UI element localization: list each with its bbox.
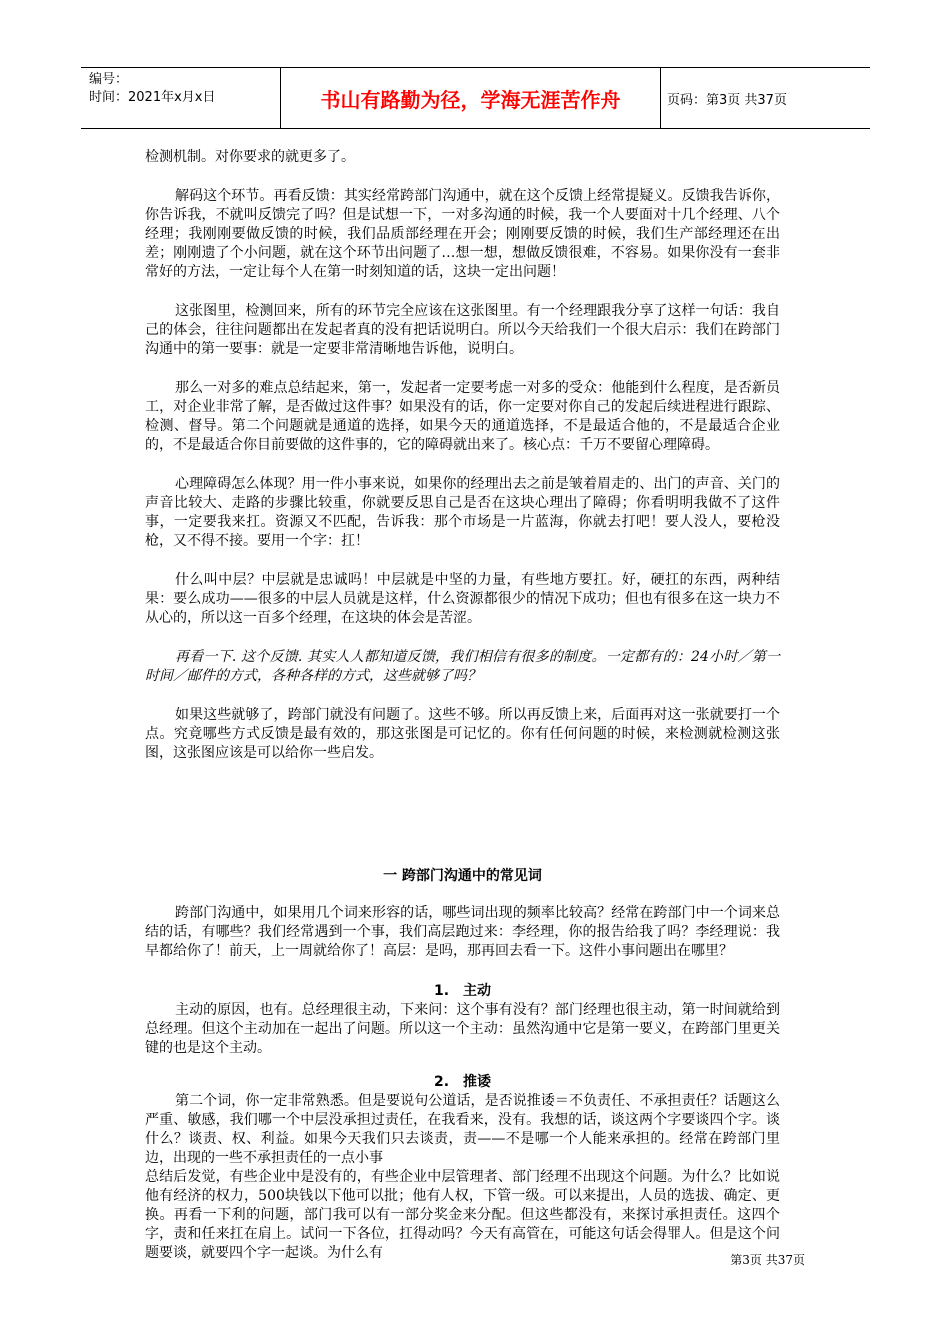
subsection-title-2: 2. 推诿 [433, 1074, 492, 1090]
section-intro: 跨部门沟通中，如果用几个词来形容的话，哪些词出现的频率比较高？经常在跨部门中一个词来总结的话，有哪些？我们经常遇到一个事，我们高层跑过来：李经理，你的报告给我了吗？李经理说：我早都给你了！前天，上一周就给你了！高层：是吗，那再回去看一下。这件小事问题出在哪里？ [145, 905, 780, 959]
subsection-text-2b: 总结后发觉，有些企业中是没有的，有些企业中层管理者、部门经理不出现这个问题。为什么？比如说他有经济的权力，500块钱以下他可以批；他有人权，下管一级。可以来提出，人员的选拔、确定、更换。再看一下利的问题，部门我可以有一部分奖金来分配。但这些都没有，来探讨承担责任。这四个字，责和任来扛在肩上。试问一下各位，扛得动吗？今天有高管在，可能这句话会得罪人。但是这个问题要谈，就要四个字一起谈。为什么有 [145, 1169, 780, 1261]
paragraph: 那么一对多的难点总结起来，第一，发起者一定要考虑一对多的受众：他能到什么程度，是否新员工，对企业非常了解，是否做过这件事？如果没有的话，你一定要对你自己的发起后续进程进行跟踪、检测、督导。第二个问题就是通道的选择，如果今天的通道选择，不是最适合他的，不是最适合企业的，不是最适合你目前要做的这件事的，它的障碍就出来了。核心点：千万不要留心理障碍。 [145, 380, 780, 453]
header-meta [81, 68, 281, 128]
paragraph: 心理障碍怎么体现？用一件小事来说，如果你的经理出去之前是皱着眉走的、出门的声音、关门的声音比较大、走路的步骤比较重，你就要反思自己是否在这块心理出了障碍；你看明明我做不了这件事，一定要我来扛。资源又不匹配，告诉我：那个市场是一片蓝海，你就去打吧！要人没人，要枪没枪，又不得不接。要用一个字：扛！ [145, 476, 780, 549]
header-number-label: 编号： [89, 72, 129, 87]
header-page-info: 页码：第3页 共37页 [667, 92, 787, 108]
page-footer: 第3页 共37页 [730, 1253, 805, 1267]
header-time-label: 时间：2021年x月x日 [89, 90, 216, 105]
header-motto: 书山有路勤为径，学海无涯苦作舟 [281, 68, 661, 128]
subsection-title-1: 1. 主动 [433, 983, 492, 999]
paragraph: 解码这个环节。再看反馈：其实经常跨部门沟通中，就在这个反馈上经常提疑义。反馈我告诉你，你告诉我，不就叫反馈完了吗？但是试想一下，一对多沟通的时候，我一个人要面对十几个经理、八个经理；我刚刚要做反馈的时候，我们品质部经理在开会；刚刚要反馈的时候，我们生产部经理还在出差；刚刚遗了个小问题，就在这个环节出问题了…想一想，想做反馈很难，不容易。如果你没有一套非常好的方法，一定让每个人在第一时刻知道的话，这块一定出问题！ [145, 188, 780, 280]
paragraph: 这张图里，检测回来，所有的环节完全应该在这张图里。有一个经理跟我分享了这样一句话：我自己的体会，往往问题都出在发起者真的没有把话说明白。所以今天给我们一个很大启示：我们在跨部门沟通中的第一要事：就是一定要非常清晰地告诉他，说明白。 [145, 303, 780, 357]
subsection-text-1: 主动的原因，也有。总经理很主动，下来问：这个事有没有？部门经理也很主动，第一时间就给到总经理。但这个主动加在一起出了问题。所以这一个主动：虽然沟通中它是第一要义，在跨部门里更关键的也是这个主动。 [145, 1002, 780, 1056]
section-title: 一 跨部门沟通中的常见词 [383, 868, 542, 884]
subsection-text-2a: 第二个词，你一定非常熟悉。但是要说句公道话，是否说推诿＝不负责任、不承担责任？话题这么严重、敏感，我们哪一个中层没承担过责任，在我看来，没有。我想的话，谈这两个字要谈四个字。谈什么？谈责、权、利益。如果今天我们只去谈责，责——不是哪一个人能来承担的。经常在跨部门里边，出现的一些不承担责任的一点小事 [145, 1093, 780, 1166]
page-header [81, 67, 870, 129]
paragraph-italic: 再看一下. 这个反馈. 其实人人都知道反馈，我们相信有很多的制度。一定都有的：24小时／第一时间／邮件的方式，各种各样的方式，这些就够了吗？ [145, 649, 780, 684]
paragraph: 什么叫中层？中层就是忠诚吗！中层就是中坚的力量，有些地方要扛。好，硬扛的东西，两种结果：要么成功——很多的中层人员就是这样，什么资源都很少的情况下成功；但也有很多在这一块力不从心的，所以这一百多个经理，在这块的体会是苦涩。 [145, 572, 780, 626]
paragraph: 如果这些就够了，跨部门就没有问题了。这些不够。所以再反馈上来，后面再对这一张就要打一个点。究竟哪些方式反馈是最有效的，那这张图是可记忆的。你有任何问题的时候，来检测就检测这张图，这张图应该是可以给你一些启发。 [145, 707, 780, 761]
section-spacer [145, 783, 780, 835]
document-body [145, 148, 780, 1263]
paragraph: 检测机制。对你要求的就更多了。 [145, 149, 355, 165]
